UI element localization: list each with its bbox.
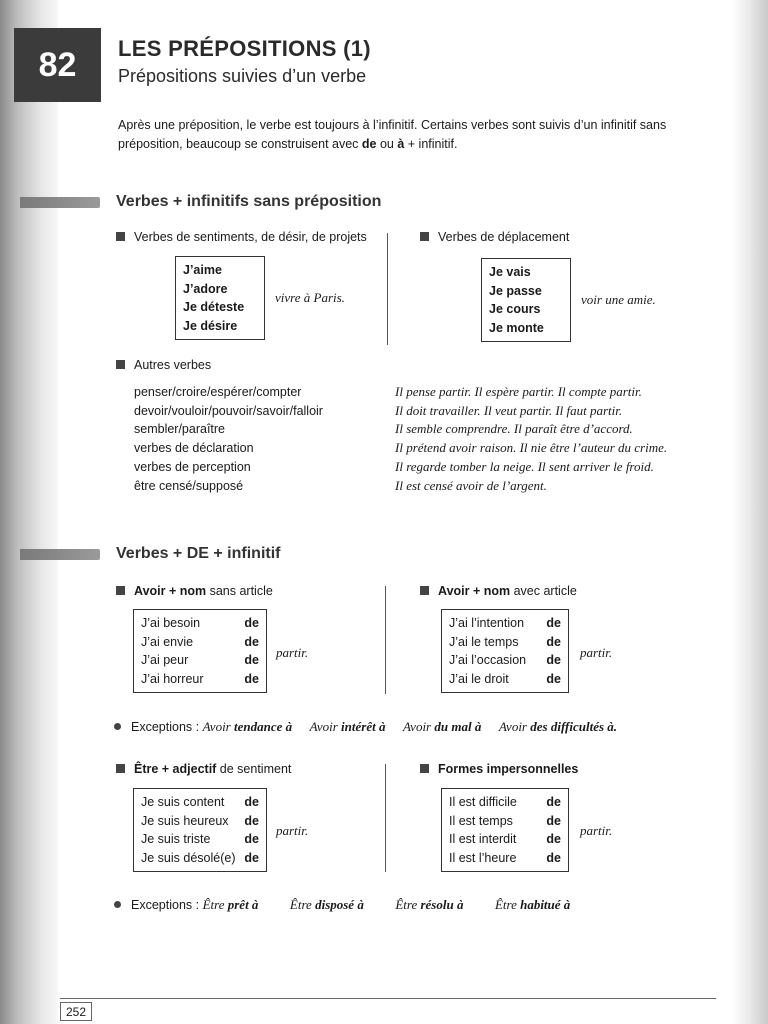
verb-list	[134, 383, 323, 495]
row-text: Je suis triste	[141, 832, 211, 846]
row-prep: de	[546, 653, 561, 667]
exceptions-label: Exceptions :	[131, 720, 203, 734]
row-text: Il est l’heure	[449, 850, 517, 865]
exception-verb: Avoir	[498, 719, 531, 734]
row-text: J’ai besoin	[141, 616, 201, 630]
heading-autres-verbes	[116, 358, 211, 372]
exception-bold: habitué à	[520, 897, 571, 912]
row-text: Je suis heureux	[141, 813, 229, 828]
exception-verb: Être	[202, 897, 228, 912]
heading-bold: Avoir + nom	[438, 584, 511, 598]
row-prep: de	[546, 616, 561, 630]
table-row	[141, 614, 259, 633]
row-prep: de	[244, 832, 259, 846]
chapter-number: 82	[38, 45, 77, 84]
verb-box-sentiments	[175, 256, 265, 340]
row-prep: de	[244, 795, 259, 809]
column-divider	[385, 586, 386, 694]
row-text: J’ai l’occasion	[449, 653, 527, 667]
row-prep: de	[546, 634, 561, 649]
row-text: J’ai horreur	[141, 671, 204, 686]
intro-bold-a: à	[397, 137, 405, 151]
verb-box-impersonnelles	[441, 788, 569, 872]
exception-item	[495, 897, 570, 912]
intro-text: Après une préposition, le verbe est toujours à l’infinitif. Certains verbes sont suivis d’un infinitif sans préposition, beaucoup se construisent avec	[118, 118, 667, 151]
table-row	[141, 651, 259, 670]
square-bullet-icon	[116, 764, 125, 773]
row-prep: de	[244, 813, 259, 828]
verb-box-deplacement	[481, 258, 571, 342]
heading-avoir-avec-article	[420, 584, 577, 598]
table-row	[449, 670, 561, 689]
row-prep: de	[546, 795, 561, 809]
chapter-number-badge	[14, 28, 101, 102]
exception-verb: Être	[494, 897, 521, 912]
heading-sentiments-text: Verbes de sentiments, de désir, de projets	[134, 230, 367, 244]
example-sentence: Il semble comprendre. Il paraît être d’accord.	[395, 421, 633, 437]
heading-autres-text: Autres verbes	[134, 358, 212, 372]
square-bullet-icon	[116, 586, 125, 595]
section-tab-marker	[20, 197, 100, 208]
heading-formes-impersonnelles	[420, 762, 578, 776]
column-divider	[387, 233, 388, 345]
exception-item	[403, 719, 481, 734]
exception-bold: du mal à	[434, 719, 482, 734]
table-row	[141, 830, 259, 849]
table-row	[449, 651, 561, 670]
row-prep: de	[244, 653, 259, 667]
table-row	[141, 633, 259, 652]
verb-line: Je déteste	[183, 300, 245, 314]
verb-line: Je passe	[489, 283, 542, 298]
exception-verb: Être	[289, 897, 316, 912]
row-prep: de	[244, 671, 259, 686]
row-prep: de	[244, 634, 259, 649]
heading-rest: avec article	[510, 584, 577, 598]
exception-item	[203, 897, 259, 912]
list-item: être censé/supposé	[134, 478, 244, 493]
completion-partir: partir.	[276, 645, 309, 660]
row-text: J’ai le temps	[449, 634, 519, 649]
square-bullet-icon	[116, 360, 125, 369]
example-sentence: Il est censé avoir de l’argent.	[395, 477, 547, 493]
completion-partir: partir.	[580, 645, 613, 660]
row-text: Il est interdit	[449, 832, 517, 846]
table-row	[141, 849, 259, 868]
exception-item	[203, 719, 293, 734]
row-text: J’ai peur	[141, 653, 189, 667]
square-bullet-icon	[116, 232, 125, 241]
intro-bold-de: de	[361, 137, 377, 151]
row-text: J’ai le droit	[449, 671, 509, 686]
section-tab-marker	[20, 549, 100, 560]
page-title: LES PRÉPOSITIONS (1)	[118, 36, 371, 61]
heading-etre-adjectif	[116, 762, 291, 776]
list-item: penser/croire/espérer/compter	[134, 385, 302, 399]
footer-rule	[60, 998, 716, 999]
table-row	[449, 812, 561, 831]
square-bullet-icon	[420, 232, 429, 241]
verb-box-etre-adjectif	[133, 788, 267, 872]
row-prep: de	[546, 850, 561, 865]
example-list	[395, 383, 667, 495]
row-prep: de	[244, 850, 259, 865]
verb-line: Je monte	[489, 320, 544, 335]
row-text: Je suis content	[141, 795, 225, 809]
heading-avoir-sans-article	[116, 584, 273, 598]
square-bullet-icon	[420, 586, 429, 595]
heading-sentiments	[116, 230, 367, 244]
round-bullet-icon	[114, 901, 121, 908]
page-number-box	[60, 1002, 92, 1021]
verb-box-avoir-avec	[441, 609, 569, 693]
exception-verb: Avoir	[202, 719, 234, 734]
exception-bold: prêt à	[227, 897, 259, 912]
page-number: 252	[65, 1004, 87, 1019]
heading-rest: sans article	[206, 584, 273, 598]
exception-bold: disposé à	[315, 897, 364, 912]
exception-verb: Avoir	[309, 719, 342, 734]
completion-partir: partir.	[276, 823, 309, 838]
exception-verb: Avoir	[402, 719, 435, 734]
column-divider	[385, 764, 386, 872]
table-row	[141, 812, 259, 831]
table-row	[141, 670, 259, 689]
verb-line: Je désire	[183, 318, 238, 333]
row-prep: de	[546, 813, 561, 828]
heading-bold: Être + adjectif	[134, 762, 217, 776]
verb-line: J’adore	[183, 281, 228, 296]
exception-item	[499, 719, 617, 734]
example-sentence: Il regarde tomber la neige. Il sent arriver le froid.	[395, 458, 654, 474]
intro-text-end: + infinitif.	[404, 137, 458, 151]
row-text: J’ai l’intention	[449, 616, 525, 630]
exceptions-label: Exceptions :	[131, 898, 203, 912]
heading-bold: Formes impersonnelles	[438, 762, 579, 776]
completion-deplacement: voir une amie.	[581, 292, 656, 307]
verb-line: Je vais	[489, 265, 531, 279]
heading-deplacement-text: Verbes de déplacement	[438, 230, 570, 244]
section-title-de-infinitif: Verbes + DE + infinitif	[116, 545, 281, 562]
exceptions-avoir	[114, 719, 631, 735]
completion-partir: partir.	[580, 823, 613, 838]
intro-text-mid: ou	[376, 137, 398, 151]
heading-rest: de sentiment	[216, 762, 292, 776]
exception-bold: résolu à	[420, 897, 464, 912]
example-sentence: Il prétend avoir raison. Il nie être l’auteur du crime.	[395, 440, 668, 456]
verb-box-avoir-sans	[133, 609, 267, 693]
exceptions-etre	[114, 897, 584, 913]
table-row	[449, 793, 561, 812]
list-item: verbes de perception	[134, 459, 251, 474]
section-title-sans-preposition: Verbes + infinitifs sans préposition	[116, 193, 382, 210]
exception-verb: Être	[395, 897, 421, 912]
row-text: J’ai envie	[141, 634, 194, 649]
list-item: sembler/paraître	[134, 422, 226, 437]
exception-item	[395, 897, 463, 912]
exception-bold: des difficultés à.	[530, 719, 618, 734]
heading-bold: Avoir + nom	[134, 584, 207, 598]
row-prep: de	[244, 616, 259, 630]
row-prep: de	[546, 832, 561, 846]
page-subtitle: Prépositions suivies d’un verbe	[118, 66, 367, 86]
exception-bold: intérêt à	[341, 719, 386, 734]
verb-line: Je cours	[489, 302, 541, 316]
row-text: Il est temps	[449, 813, 513, 828]
completion-sentiments: vivre à Paris.	[275, 290, 345, 305]
page-binding-shadow	[0, 0, 58, 1024]
row-text: Il est difficile	[449, 795, 517, 809]
row-text: Je suis désolé(e)	[141, 850, 236, 865]
intro-paragraph	[118, 116, 718, 154]
list-item: devoir/vouloir/pouvoir/savoir/falloir	[134, 403, 323, 418]
table-row	[141, 793, 259, 812]
round-bullet-icon	[114, 723, 121, 730]
verb-line: J’aime	[183, 263, 222, 277]
square-bullet-icon	[420, 764, 429, 773]
exception-item	[310, 719, 386, 734]
table-row	[449, 614, 561, 633]
page-edge-shadow	[732, 0, 768, 1024]
exception-item	[290, 897, 364, 912]
row-prep: de	[546, 671, 561, 686]
example-sentence: Il pense partir. Il espère partir. Il compte partir.	[395, 384, 642, 399]
table-row	[449, 849, 561, 868]
list-item: verbes de déclaration	[134, 441, 254, 456]
table-row	[449, 830, 561, 849]
example-sentence: Il doit travailler. Il veut partir. Il faut partir.	[395, 402, 623, 418]
table-row	[449, 633, 561, 652]
exception-bold: tendance à	[234, 719, 293, 734]
heading-deplacement	[420, 230, 569, 244]
